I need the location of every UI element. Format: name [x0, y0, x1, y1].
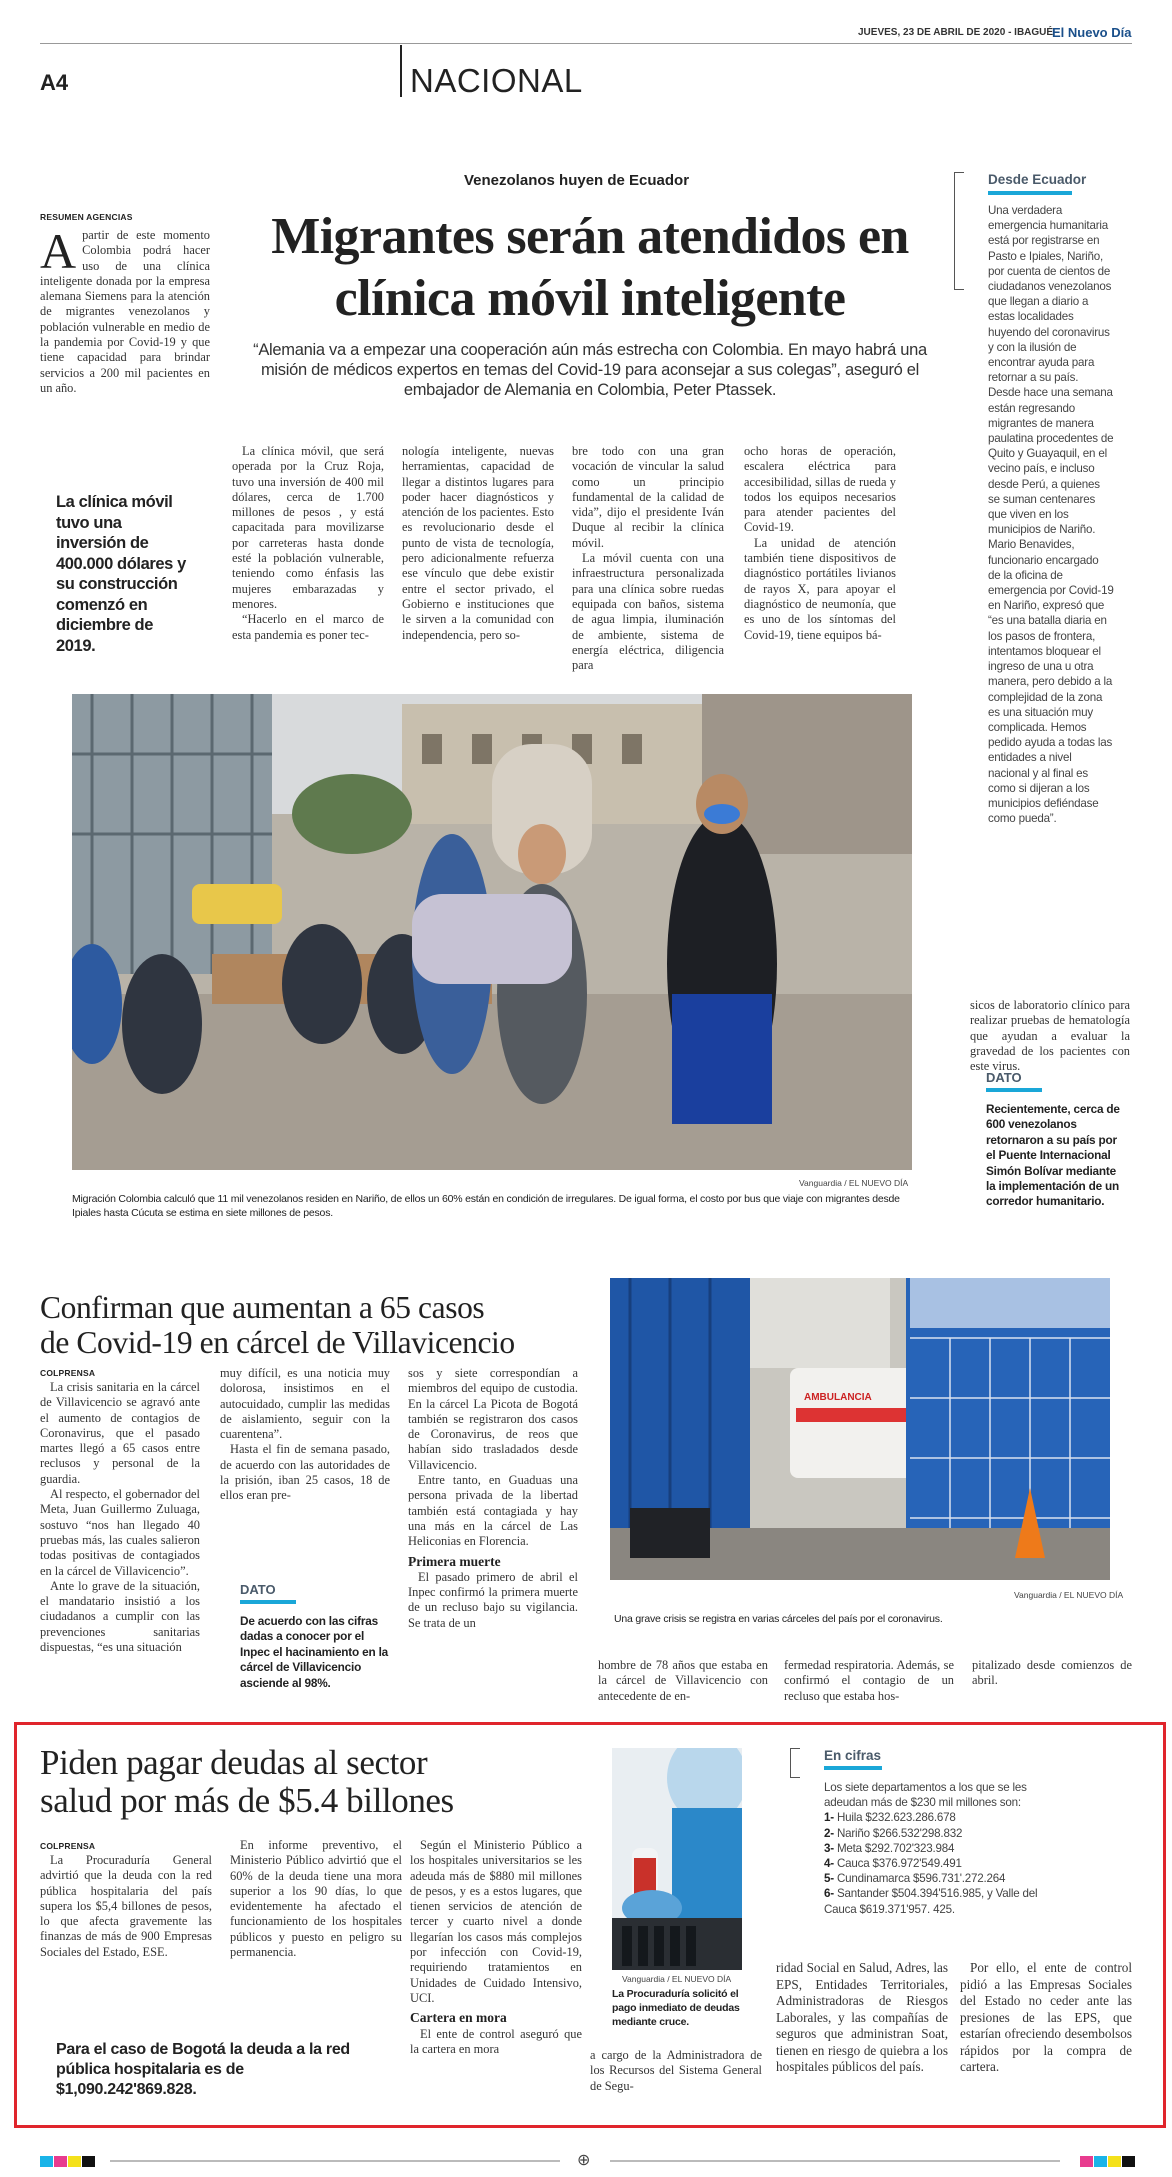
cifras-item-text: Nariño $266.532'298.832	[836, 1826, 963, 1840]
article3-col1-p1: La Procuraduría General advirtió que la deuda con la red pública hospitalaria del país supera los $5,4 billones de pesos, lo que afecta gravemente las finanzas de más de 900 Empresas Sociales del Estado, ESE.	[40, 1853, 212, 1959]
footer-rule-left	[110, 2160, 560, 2162]
article2-col3-p3: El pasado primero de abril el Inpec confirmó la primera muerte de un recluso bajo su vigilancia. Se trata de un	[408, 1569, 578, 1630]
article3-photo-caption: La Procuraduría solicitó el pago inmediato de deudas mediante cruce.	[612, 1988, 740, 2028]
article1-col3-p1: bre todo con una gran vocación de vincular la salud como un principio fundamental de la calidad de vida”, dijo el presidente Iván Duque al recibir la clínica móvil.	[572, 444, 724, 550]
cifras-item-text: Cundinamarca $596.731'.272.264	[836, 1872, 1006, 1886]
section-divider	[400, 45, 402, 97]
header-rule	[40, 43, 1132, 44]
article2-photo-credit: Vanguardia / EL NUEVO DÍA	[1014, 1590, 1124, 1600]
section-title: NACIONAL	[410, 62, 583, 99]
cifras-item-number: 3-	[824, 1841, 837, 1855]
cifras-item-number: 2-	[824, 1826, 837, 1840]
color-registration-right	[1080, 2154, 1136, 2172]
article3-headline-line2: salud por más de $5.4 billones	[40, 1781, 454, 1820]
sidebar-ecuador	[988, 172, 1114, 826]
lab-photo	[612, 1748, 742, 1970]
dateline	[858, 27, 1053, 38]
article2-col4-p1: hombre de 78 años que estaba en la cárcel de Villavicencio con antecedente de en-	[598, 1658, 768, 1703]
article1-headline	[230, 206, 950, 330]
article1-lead-text: partir de este momento Colombia podrá hacer uso de una clínica inteligente donada por la empresa alemana Siemens para la atención de migrantes venezolanos y población vulnerable en medio de la pandemia por Covid-19 y que tiene capacidad para brindar servicios a 200 mil pacientes en un año.	[40, 228, 210, 395]
sidebar-ecuador-title: Desde Ecuador	[988, 172, 1087, 187]
sidebar-ecuador-p2: Desde hace una semana están regresando migrantes de manera paulatina procedentes de Quito y Guayaquil, en el vecino país, e incluso desde Perú, a quienes se suman centenares que viven en los municipios de Nariño.	[988, 386, 1114, 537]
cifras-list	[824, 1810, 1064, 1916]
article1-col5-p1: sicos de laboratorio clínico para realizar pruebas de hematología que ayudan a evaluar la gravedad de los pacientes con este virus.	[970, 998, 1130, 1074]
article3-byline: COLPRENSA	[40, 1841, 96, 1851]
article1-col1-p2: “Hacerlo en el marco de esta pandemia es poner tec-	[232, 612, 384, 642]
article3-column-3	[410, 1838, 582, 2057]
sidebar-ecuador-p3: Mario Benavides, funcionario encargado de la oficina de emergencia por Covid-19 en Nariño, expresó que “es una batalla diaria en los pasos de frontera, intentamos bloquear el ingreso de una u otra manera, pero debido a la complejidad de la zona es una situación muy complicada. Hemos pedido ayuda a todas las entidades a nivel nacional y al final es como si dijeran a los municipios defiéndase como pueda”.	[988, 538, 1114, 826]
article3-col2-p1: En informe preventivo, el Ministerio Público advirtió que el 60% de la deuda tiene una mora superior a los 90 días, lo que evidentemente ha afectado el funcionamiento de los hospitales públicos y puesto en peligro su permanencia.	[230, 1838, 402, 1960]
article3-col3-p2: El ente de control aseguró que la cartera en mora	[410, 2026, 582, 2056]
sidebar-ecuador-p1: Una verdadera emergencia humanitaria está por registrarse en Pasto e Ipiales, Nariño, por cuenta de cientos de ciudadanos venezolanos que llegan a diario a estas localidades huyendo del coronavirus y con la ilusión de encontrar ayuda para retornar a su país.	[988, 204, 1112, 385]
article2-headline-line2: de Covid-19 en cárcel de Villavicencio	[40, 1325, 515, 1360]
sidebar-ecuador-bar	[988, 191, 1072, 195]
article1-column-1	[232, 444, 384, 643]
article1-column-4	[744, 444, 896, 643]
article2-col2-p2: Hasta el fin de semana pasado, de acuerdo con las autoridades de la prisión, iban 25 casos, 18 de ellos eran pre-	[220, 1442, 390, 1503]
article2-col1-p3: Ante lo grave de la situación, el mandatario insistió a los ciudadanos a cumplir con las prevenciones sanitarias dispuestas, “es una situación	[40, 1578, 200, 1655]
dato1-bar	[986, 1088, 1042, 1092]
cifras-item-number: 6-	[824, 1887, 837, 1901]
article2-column-2	[220, 1366, 390, 1504]
article1-col4-p1: ocho horas de operación, escalera eléctrica para accesibilidad, sillas de rueda y todos los equipos necesarios para atender pacientes del Covid-19.	[744, 444, 896, 535]
cifras-title: En cifras	[824, 1748, 882, 1763]
article2-column-4	[598, 1658, 768, 1704]
prison-photo-illustration	[610, 1278, 1110, 1580]
migrants-photo	[72, 694, 912, 1170]
ambulance-text: AMBULANCIA	[804, 1392, 872, 1403]
dato1-text: Recientemente, cerca de 600 venezolanos retornaron a su país por el Puente Internacional Simón Bolívar mediante la implementación de un corredor humanitario.	[986, 1102, 1120, 1209]
article3-col5-p1: ridad Social en Salud, Adres, las EPS, Entidades Territoriales, Administradoras de Riesgos Laborales, y las compañías de seguros que administran Soat, tienen en riesgo de quiebra a los hospitales públicos del país.	[776, 1960, 948, 2074]
article2-col3-p1: sos y siete correspondían a miembros del equipo de custodia. En la cárcel La Picota de Bogotá también se registraron dos casos de Coronavirus, de reos que habían sido trasladados desde Villavicencio.	[408, 1366, 578, 1472]
crosshair-icon: ⊕	[577, 2152, 591, 2169]
cifras-bracket	[790, 1748, 800, 1778]
article2-col6-p1: pitalizado desde comienzos de abril.	[972, 1658, 1132, 1688]
article3-column-6	[960, 1960, 1132, 2076]
article3-photo-credit: Vanguardia / EL NUEVO DÍA	[622, 1974, 732, 1984]
cifras-item	[824, 1810, 1064, 1825]
cifras-item	[824, 1856, 1064, 1871]
dato2-text: De acuerdo con las cifras dadas a conocer por el Inpec el hacinamiento en la cárcel de Villavicencio asciende al 98%.	[240, 1614, 389, 1690]
article3-col4-p1: a cargo de la Administradora de los Recursos del Sistema General de Segu-	[590, 2048, 762, 2093]
article2-col1-p2: Al respecto, el gobernador del Meta, Juan Guillermo Zuluaga, sostuvo “nos han llegado 40 pruebas más, las cuales salieron todas positivas de contagiados en la cárcel de Villavicencio”.	[40, 1487, 200, 1578]
cifras-item-number: 5-	[824, 1872, 837, 1886]
cifras-item-text: Meta $292.702'323.984	[836, 1841, 955, 1855]
article1-col3-p2: La móvil cuenta con una infraestructura personalizada para una clínica sobre ruedas equipada con baños, sistema de agua limpia, iluminación de ambiente, sistema de energía eléctrica, diligencia para	[572, 551, 724, 673]
footer-rule-right	[610, 2160, 1060, 2162]
article3-headline-line1: Piden pagar deudas al sector	[40, 1743, 428, 1782]
article3-subhead: Cartera en mora	[410, 2010, 507, 2026]
cifras-item	[824, 1886, 1064, 1916]
article2-column-5	[784, 1658, 954, 1704]
dato-box-1	[986, 1070, 1126, 1210]
newspaper-logo	[1052, 25, 1131, 40]
article1-lead	[40, 223, 210, 396]
article1-col4-p2: La unidad de atención también tiene dispositivos de diagnóstico portátiles livianos de rayos X, para apoyar el diagnóstico de neumonía, que es uno de los síntomas del Covid-19, tiene equipos bá-	[744, 535, 896, 642]
page-number: A4	[40, 70, 69, 95]
cifras-item-text: Huila $232.623.286.678	[836, 1811, 956, 1825]
article3-col6-p1: Por ello, el ente de control pidió a las Empresas Sociales del Estado no ceder ante las presiones de las EPS, que estarían ofreciendo desembolsos rápidos por la compra de cartera.	[960, 1960, 1132, 2074]
cifras-intro: Los siete departamentos a los que se les adeudan más de $230 mil millones son:	[824, 1781, 1027, 1810]
article1-headline-line1: Migrantes serán atendidos en	[271, 208, 909, 265]
article1-deck: “Alemania va a empezar una cooperación aún más estrecha con Colombia. En mayo habrá una misión de médicos expertos en temas del Covid-19 para aconsejar a sus colegas”, aseguró el embajador de Alemania en Colombia, Peter Ptassek.	[253, 341, 927, 399]
article1-kicker: Venezolanos huyen de Ecuador	[464, 172, 690, 189]
color-registration-left	[40, 2154, 96, 2172]
cifras-item-text: Cauca $376.972'549.491	[836, 1857, 962, 1871]
cifras-item-text: Santander $504.394'516.985, y Valle del Cauca $619.371'957. 425.	[824, 1887, 1038, 1916]
article3-pullquote: Para el caso de Bogotá la deuda a la red pública hospitalaria es de $1,090.242'869.828.	[56, 2041, 350, 2098]
migrants-photo-illustration	[72, 694, 912, 1170]
article1-column-5	[970, 998, 1130, 1074]
article3-column-4	[590, 2048, 762, 2094]
article2-byline: COLPRENSA	[40, 1368, 96, 1378]
article1-column-2	[402, 444, 554, 643]
article1-column-3	[572, 444, 724, 673]
article3-column-2	[230, 1838, 402, 1960]
article2-col5-p1: fermedad respiratoria. Además, se confirmó el contagio de un recluso que estaba hos-	[784, 1658, 954, 1703]
article1-byline: RESUMEN AGENCIAS	[40, 212, 133, 222]
cifras-item	[824, 1841, 1064, 1856]
article2-col1-p1: La crisis sanitaria en la cárcel de Villavicencio se agravó ante el aumento de contagios de Coronavirus, que el pasado martes llegó a 65 casos entre reclusos y personal de la guardia.	[40, 1380, 200, 1486]
article3-headline	[40, 1744, 600, 1820]
article2-column-1	[40, 1380, 200, 1655]
article1-photo-credit: Vanguardia / EL NUEVO DÍA	[799, 1178, 909, 1188]
cifras-item	[824, 1826, 1064, 1841]
article3-col3-p1: Según el Ministerio Público a los hospitales universitarios se les adeuda más de $880 mil millones de pesos, y es a estos lugares, que tienen servicios de atención de tercer y cuarto nivel a donde llegarían los casos más complejos por infección con Covid-19, requiriendo tratamientos en Unidades de Cuidado Intensivo, UCI.	[410, 1838, 582, 2005]
article2-headline-line1: Confirman que aumentan a 65 casos	[40, 1290, 485, 1325]
article2-photo-caption: Una grave crisis se registra en varias cárceles del país por el coronavirus.	[614, 1613, 943, 1625]
prison-photo	[610, 1278, 1110, 1580]
dato2-bar	[240, 1600, 296, 1604]
dato-box-2	[240, 1582, 388, 1691]
cifras-bar	[824, 1766, 882, 1770]
article2-column-6	[972, 1658, 1132, 1689]
article2-col3-p2: Entre tanto, en Guaduas una persona privada de la libertad también está contagiada y hay una más en la cárcel de Las Heliconias en Florencia.	[408, 1473, 578, 1549]
article1-col1-p1: La clínica móvil, que será operada por la Cruz Roja, tuvo una inversión de 400 mil dólares, cerca de 1.700 millones de pesos , y está capacitada para movilizarse por carreteras hasta donde esté la población vulnerable, teniendo como énfasis las mujeres embarazadas y menores.	[232, 444, 384, 611]
article2-column-3	[408, 1366, 578, 1631]
dato1-title: DATO	[986, 1070, 1022, 1085]
article1-photo-caption: Migración Colombia calculó que 11 mil venezolanos residen en Nariño, de ellos un 60% están en condición de irregulares. De igual forma, el costo por bus que viaje con migrantes desde Ipiales hasta Cúcuta se estima en siete millones de pesos.	[72, 1193, 900, 1219]
cifras-box	[824, 1748, 1124, 1917]
article1-pullquote: La clínica móvil tuvo una inversión de 400.000 dólares y su construcción comenzó en diciembre de 2019.	[56, 493, 186, 655]
dato2-title: DATO	[240, 1582, 276, 1597]
cifras-item-number: 4-	[824, 1857, 837, 1871]
article1-col2-p1: nología inteligente, nuevas herramientas, capacidad de llegar a distintos lugares para poder hacer diagnósticos y atención de los pacientes. Esto es revolucionario desde el punto de vista de tecnología, pero adicionalmente refuerza ese vínculo que debe existir entre el sector privado, el Gobierno e instituciones que le sirven a la comunidad con independencia, pero so-	[402, 444, 554, 642]
article3-column-1	[40, 1853, 212, 1960]
sidebar-bracket	[954, 172, 964, 290]
article1-headline-line2: clínica móvil inteligente	[334, 270, 846, 327]
dropcap: A	[40, 223, 77, 279]
cifras-item	[824, 1871, 1064, 1886]
logo-text: El Nuevo Día	[1052, 25, 1132, 40]
lab-photo-illustration	[612, 1748, 742, 1970]
article2-headline	[40, 1290, 600, 1360]
article3-column-5	[776, 1960, 948, 2076]
article2-col2-p1: muy difícil, es una noticia muy dolorosa, insistimos en el autocuidado, cumplir las medidas de aislamiento, seguir con la cuarentena”.	[220, 1366, 390, 1442]
cifras-item-number: 1-	[824, 1811, 837, 1825]
article2-subhead: Primera muerte	[408, 1553, 501, 1569]
sidebar-ecuador-text	[988, 203, 1114, 826]
dateline-text: JUEVES, 23 DE ABRIL DE 2020 - IBAGUÉ	[858, 27, 1054, 38]
